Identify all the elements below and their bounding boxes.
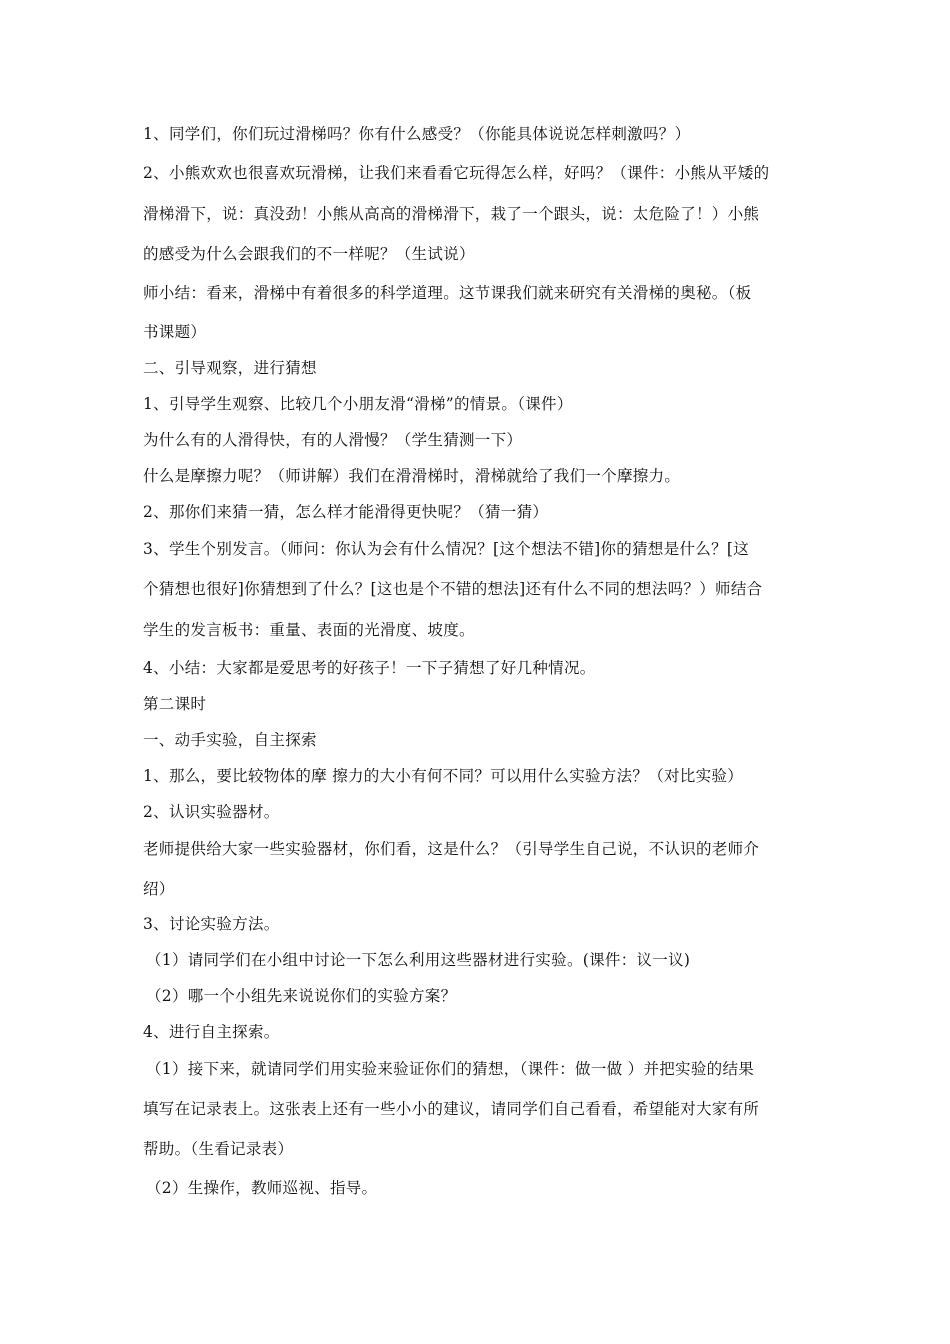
section-heading: 二、引导观察，进行猜想 [143, 359, 317, 377]
paragraph-line: 书课题） [143, 323, 207, 341]
paragraph-line: 老师提供给大家一些实验器材，你们看，这是什么？（引导学生自己说，不认识的老师介 [143, 840, 760, 858]
paragraph-line: 4、小结：大家都是爱思考的好孩子！一下子猜想了好几种情况。 [143, 659, 596, 677]
paragraph-line: 1、引导学生观察、比较几个小朋友滑“滑梯”的情景。（课件） [143, 395, 573, 413]
paragraph-line: 什么是摩擦力呢？（师讲解）我们在滑滑梯时，滑梯就给了我们一个摩擦力。 [143, 467, 681, 485]
paragraph-line: （2）生操作，教师巡视、指导。 [146, 1179, 378, 1197]
section-heading: 第二课时 [143, 695, 207, 713]
paragraph-line: 1、同学们，你们玩过滑梯吗？你有什么感受？（你能具体说说怎样刺激吗？） [143, 125, 691, 143]
paragraph-line: 2、那你们来猜一猜，怎么样才能滑得更快呢？（猜一猜） [143, 503, 549, 521]
paragraph-line: 学生的发言板书：重量、表面的光滑度、坡度。 [143, 621, 475, 639]
paragraph-line: 4、进行自主探索。 [143, 1023, 280, 1041]
paragraph-line: 3、学生个别发言。（师问：你认为会有什么情况？[这个想法不错]你的猜想是什么？[这 [143, 540, 750, 558]
paragraph-line: 填写在记录表上。这张表上还有一些小小的建议，请同学们自己看看，希望能对大家有所 [143, 1100, 760, 1118]
section-heading: 一、动手实验，自主探索 [143, 731, 317, 749]
paragraph-line: （2）哪一个小组先来说说你们的实验方案？ [146, 987, 457, 1005]
paragraph-line: 师小结：看来，滑梯中有着很多的科学道理。这节课我们就来研究有关滑梯的奥秘。（板 [143, 284, 752, 302]
paragraph-line: 帮助。（生看记录表） [143, 1140, 294, 1158]
paragraph-line: 2、小熊欢欢也很喜欢玩滑梯，让我们来看看它玩得怎么样，好吗？（课件：小熊从平矮的 [143, 164, 770, 182]
paragraph-line: 滑梯滑下，说：真没劲！小熊从高高的滑梯滑下，栽了一个跟头，说：太危险了！）小熊 [143, 205, 760, 223]
paragraph-line: 绍） [143, 880, 175, 898]
paragraph-line: 1、那么，要比较物体的摩 擦力的大小有何不同？可以用什么实验方法？（对比实验） [143, 767, 743, 785]
paragraph-line: 3、讨论实验方法。 [143, 915, 280, 933]
paragraph-line: 的感受为什么会跟我们的不一样呢？（生试说） [143, 245, 475, 263]
paragraph-line: （1）接下来，就请同学们用实验来验证你们的猜想，（课件：做一做 ）并把实验的结果 [146, 1060, 755, 1078]
paragraph-line: 个猜想也很好]你猜想到了什么？[这也是个不错的想法]还有什么不同的想法吗？）师结合 [143, 580, 763, 598]
paragraph-line: （1）请同学们在小组中讨论一下怎么利用这些器材进行实验。(课件：议一议) [146, 951, 691, 969]
paragraph-line: 为什么有的人滑得快，有的人滑慢？（学生猜测一下） [143, 431, 523, 449]
paragraph-line: 2、认识实验器材。 [143, 803, 280, 821]
